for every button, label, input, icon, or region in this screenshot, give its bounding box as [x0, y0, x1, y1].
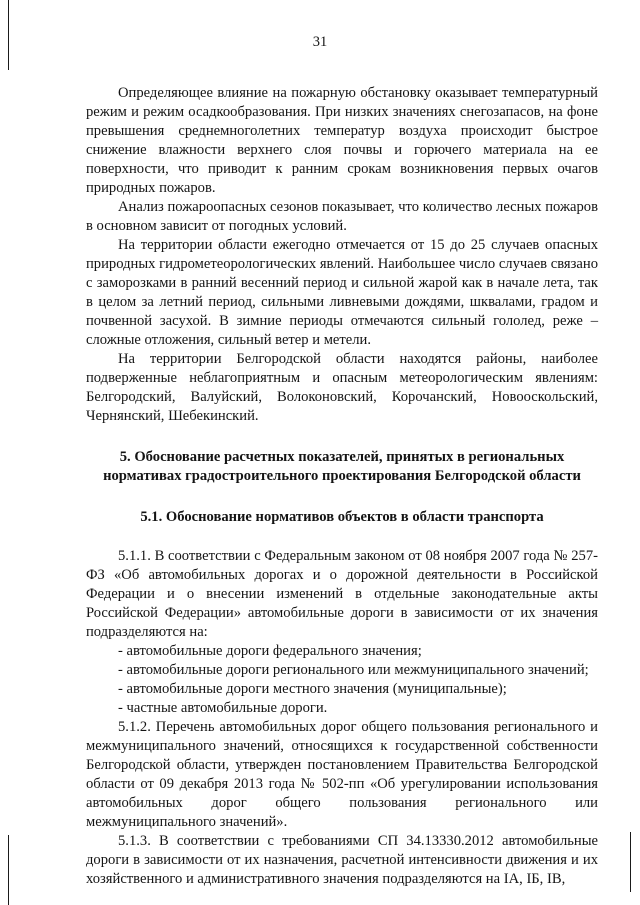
list-item: - автомобильные дороги местного значения (муниципальные); — [118, 681, 507, 697]
paragraph: На территории Белгородской области находятся районы, наиболее подверженные неблагоприятным и опасным метеорологическим явлениям: Белгородский, Валуйский, Волоконовский, Корочанский, Новооскольский, Чернянский, Шебекинский. — [86, 351, 598, 424]
scan-edge-line — [630, 832, 631, 892]
subsection-heading: 5.1. Обоснование нормативов объектов в области транспорта — [140, 509, 544, 525]
list-item: - автомобильные дороги регионального или межмуниципального значений; — [118, 662, 589, 678]
scan-edge-line — [8, 835, 9, 905]
paragraph: Определяющее влияние на пожарную обстановку оказывает температурный режим и режим осадкообразования. При низких значениях снегозапасов, на фоне превышения среднемноголетних температур воздуха происходит быстрое снижение влажности верхнего слоя почвы и горючего материала на ее поверхности, что приводит к ранним срокам возникновения первых очагов природных пожаров. — [86, 85, 598, 196]
section-heading: 5. Обоснование расчетных показателей, принятых в региональных нормативах градостроительного проектирования Белгородской области — [103, 449, 581, 484]
paragraph-5-1-1: 5.1.1. В соответствии с Федеральным законом от 08 ноября 2007 года № 257-ФЗ «Об автомобильных дорогах и о дорожной деятельности в Российской Федерации и о внесении изменений в отдельные законодательные акты Российской Федерации» автомобильные дороги в зависимости от их значения подразделяются на: — [86, 548, 598, 640]
paragraph: Анализ пожароопасных сезонов показывает, что количество лесных пожаров в основном зависит от погодных условий. — [86, 199, 598, 234]
list-item: - частные автомобильные дороги. — [118, 700, 328, 716]
document-body — [86, 84, 598, 889]
paragraph-5-1-3: 5.1.3. В соответствии с требованиями СП 34.13330.2012 автомобильные дороги в зависимости от их назначения, расчетной интенсивности движения и их хозяйственного и административного значения подразделяются на IA, IБ, IB, — [86, 833, 598, 887]
paragraph: На территории области ежегодно отмечается от 15 до 25 случаев опасных природных гидрометеорологических явлений. Наибольшее число случаев связано с заморозками в ранний весенний период и сильной жарой как в начале лета, так в целом за летний период, сильными ливневыми дождями, шквалами, градом и почвенной засухой. В зимние периоды отмечаются сильный гололед, реже – сложные отложения, сильный ветер и метели. — [86, 237, 598, 348]
list-item: - автомобильные дороги федерального значения; — [118, 643, 422, 659]
page-number: 31 — [312, 34, 328, 50]
paragraph-5-1-2: 5.1.2. Перечень автомобильных дорог общего пользования регионального и межмуниципального значений, относящихся к государственной собственности Белгородской области, утвержден постановлением Правительства Белгородской области от 09 декабря 2013 года № 502-пп «Об урегулировании использования автомобильных дорог общего пользования регионального или межмуниципального значений». — [86, 719, 598, 830]
